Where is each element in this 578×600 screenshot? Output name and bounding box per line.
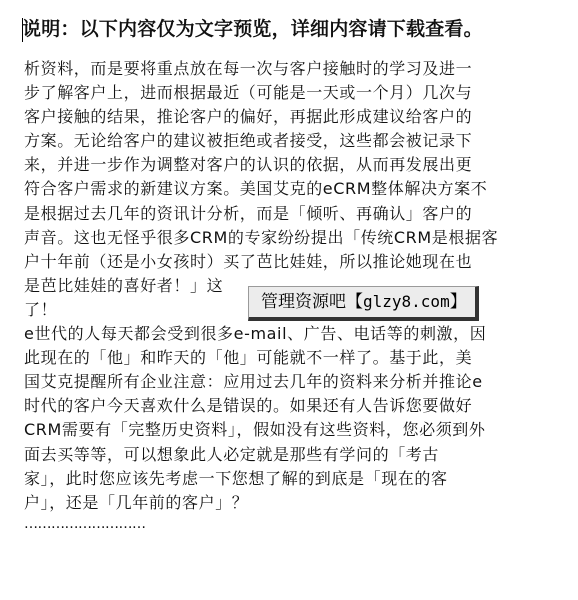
- watermark-label: 管理资源吧【: [261, 292, 363, 312]
- paragraph-line: CRM需要有「完整历史资料」，假如没有这些资料，您必须到外: [24, 420, 486, 440]
- preview-notice: 说明：以下内容仅为文字预览，详细内容请下载查看。: [22, 18, 483, 40]
- watermark-bracket: 】: [449, 292, 467, 312]
- paragraph-line: 国艾克提醒所有企业注意：应用过去几年的资料来分析并推论e: [24, 372, 483, 392]
- paragraph-line: 户十年前（还是小女孩时）买了芭比娃娃，所以推论她现在也: [24, 251, 473, 271]
- paragraph-line: 来，并进一步作为调整对客户的认识的依据，从而再发展出更: [24, 155, 473, 175]
- paragraph-line: 符合客户需求的新建议方案。美国艾克的eCRM整体解决方案不: [24, 179, 488, 199]
- paragraph-line: e世代的人每天都会受到很多e-mail、广告、电话等的刺激，因: [24, 324, 487, 344]
- ellipsis: ………………………: [24, 515, 146, 532]
- paragraph-line: 家」，此时您应该先考虑一下您想了解的到底是「现在的客: [24, 468, 448, 488]
- paragraph-line: 时代的客户今天喜欢什么是错误的。如果还有人告诉您要做好: [24, 396, 473, 416]
- watermark-url[interactable]: glzy8.com: [363, 292, 450, 311]
- paragraph-line: 了！: [24, 299, 58, 319]
- paragraph-line: 步了解客户上，进而根据最近（可能是一天或一个月）几次与: [24, 83, 473, 103]
- paragraph-line: 此现在的「他」和昨天的「他」可能就不一样了。基于此，美: [24, 348, 473, 368]
- paragraph-line: 析资料，而是要将重点放在每一次与客户接触时的学习及进一: [24, 59, 473, 78]
- paragraph-line: 是芭比娃娃的喜好者！」这: [24, 275, 224, 295]
- paragraph-line: 声音。这也无怪乎很多CRM的专家纷纷提出「传统CRM是根据客: [24, 227, 499, 247]
- paragraph-line: 客户接触的结果，推论客户的偏好，再据此形成建议给客户的: [24, 107, 473, 127]
- paragraph-line: 户」，还是「几年前的客户」？: [24, 492, 249, 512]
- paragraph-line: 面去买等等，可以想象此人必定就是那些有学问的「考古: [24, 444, 440, 464]
- paragraph-line: 是根据过去几年的资讯计分析，而是「倾听、再确认」客户的: [24, 203, 473, 223]
- paragraph-line: 方案。无论给客户的建议被拒绝或者接受，这些都会被记录下: [24, 131, 473, 151]
- watermark-badge[interactable]: [248, 286, 479, 321]
